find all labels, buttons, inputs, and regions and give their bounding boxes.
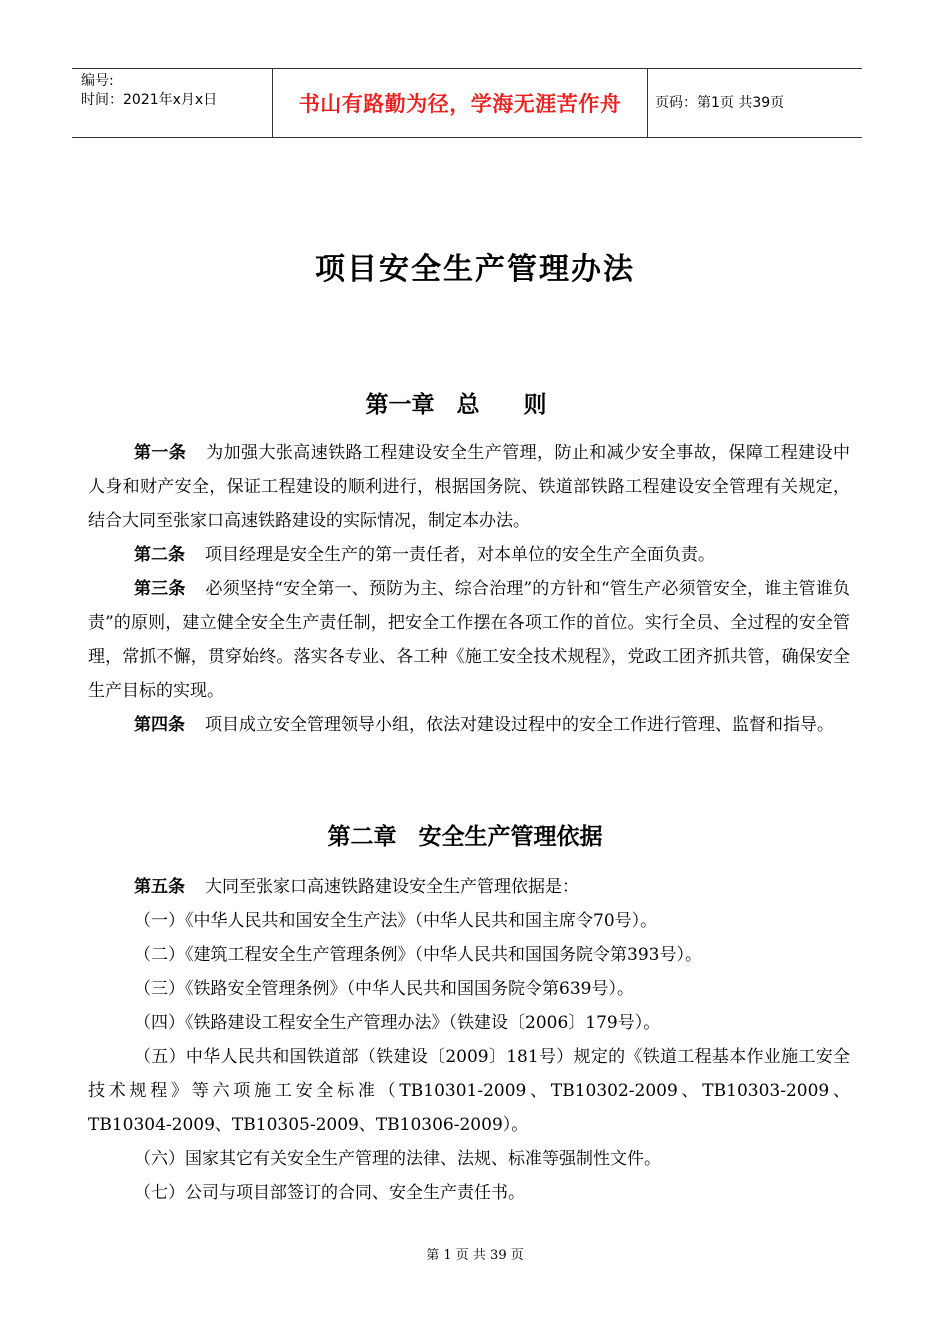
article-text: 项目成立安全管理领导小组，依法对建设过程中的安全工作进行管理、监督和指导。 xyxy=(205,715,834,735)
chapter-2-body xyxy=(88,870,850,1210)
basis-item: （三）《铁路安全管理条例》（中华人民共和国国务院令第639号）。 xyxy=(134,979,634,999)
article-text: 为加强大张高速铁路工程建设安全生产管理，防止和减少安全事故，保障工程建设中人身和财产安全，保证工程建设的顺利进行，根据国务院、铁道部铁路工程建设安全管理有关规定，结合大同至张家口高速铁路建设的实际情况，制定本办法。 xyxy=(88,443,851,531)
article-4 xyxy=(88,708,850,742)
chapter-2-title: 安全生产管理依据 xyxy=(418,824,603,850)
basis-item: （一）《中华人民共和国安全生产法》（中华人民共和国主席令70号）。 xyxy=(134,911,658,931)
header-meta-cell xyxy=(72,69,272,137)
article-label: 第一条 xyxy=(134,443,187,463)
header-table xyxy=(72,68,862,138)
document-title: 项目安全生产管理办法 xyxy=(315,252,635,287)
header-page-cell xyxy=(647,69,870,137)
article-text: 必须坚持“安全第一、预防为主、综合治理”的方针和“管生产必须管安全，谁主管谁负责”的原则，建立健全安全生产责任制，把安全工作摆在各项工作的首位。实行全员、全过程的安全管理，常抓不懈，贯穿始终。落实各专业、各工种《施工安全技术规程》，党政工团齐抓共管，确保安全生产目标的实现。 xyxy=(88,579,851,701)
article-label: 第五条 xyxy=(134,877,185,897)
chapter-2-number: 第二章 xyxy=(327,824,397,850)
basis-item: （五）中华人民共和国铁道部（铁建设〔2009〕181号）规定的《铁道工程基本作业施工安全技术规程》等六项施工安全标准（TB10301-2009、TB10302-2009、TB10303-2009、TB10304-2009、TB10305-2009、TB10306-2009）。 xyxy=(88,1047,850,1135)
article-text: 大同至张家口高速铁路建设安全生产管理依据是： xyxy=(205,877,579,897)
document-number-label: 编号: xyxy=(81,73,114,89)
chapter-1-number: 第一章 xyxy=(365,392,435,418)
article-text: 项目经理是安全生产的第一责任者，对本单位的安全生产全面负责。 xyxy=(205,545,715,565)
chapter-1-title: 总 则 xyxy=(456,392,565,418)
article-label: 第三条 xyxy=(134,579,186,599)
basis-item: （二）《建筑工程安全生产管理条例》（中华人民共和国国务院令第393号）。 xyxy=(134,945,702,965)
header-motto-cell xyxy=(272,69,648,137)
page-footer: 第 1 页 共 39 页 xyxy=(426,1248,524,1263)
article-1 xyxy=(88,436,850,538)
chapter-1-body xyxy=(88,436,850,742)
article-5 xyxy=(88,870,850,904)
page-code-label: 页码：第1页 共39页 xyxy=(655,95,785,111)
basis-item: （七）公司与项目部签订的合同、安全生产责任书。 xyxy=(134,1183,525,1203)
document-time-label: 时间：2021年x月x日 xyxy=(81,92,218,108)
article-2 xyxy=(88,538,850,572)
motto-text: 书山有路勤为径，学海无涯苦作舟 xyxy=(298,92,622,116)
basis-item: （四）《铁路建设工程安全生产管理办法》（铁建设〔2006〕179号）。 xyxy=(134,1013,661,1033)
basis-item: （六）国家其它有关安全生产管理的法律、法规、标准等强制性文件。 xyxy=(134,1149,661,1169)
article-label: 第四条 xyxy=(134,715,185,735)
article-3 xyxy=(88,572,850,708)
article-label: 第二条 xyxy=(134,545,185,565)
chapter-2-heading xyxy=(0,818,930,851)
chapter-1-heading xyxy=(0,386,930,419)
